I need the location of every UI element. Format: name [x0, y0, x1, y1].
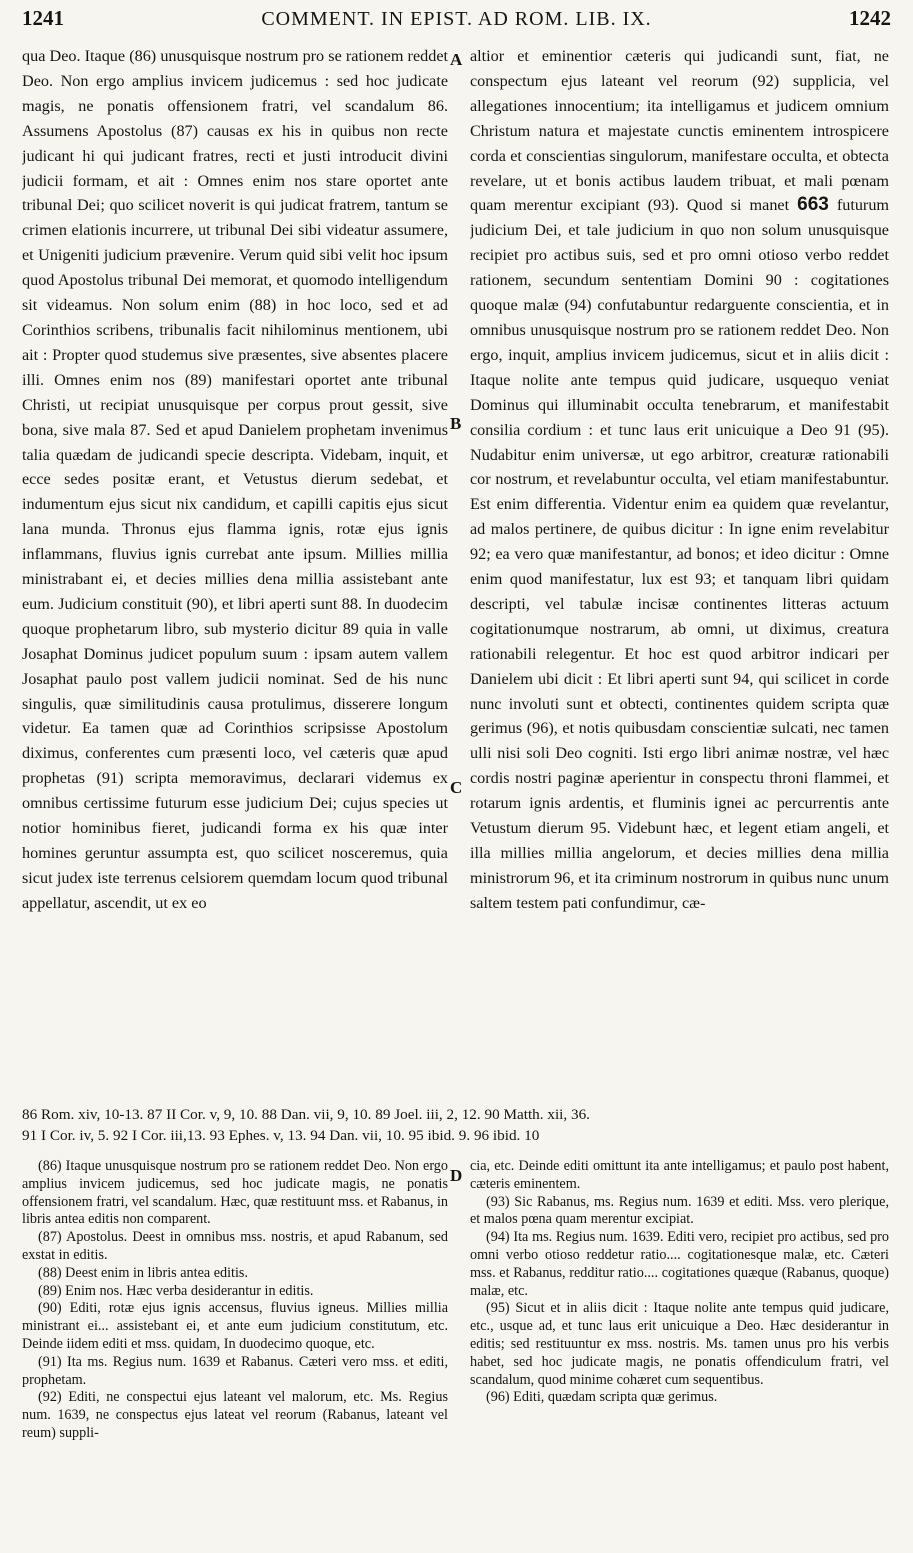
left-column-text: qua Deo. Itaque (86) unusquisque nostrum pro se rationem reddet Deo. Non ergo amplius invicem judicemus : sed hoc judicate magis, ne ponatis offensionem fratri, vel scandalum 86. Assumens Apostolus (87) causas ex his in quibus non recte judicant hi qui judicant fratres, recti et justi introducit divini judicii formam, et ait : Omnes enim nos stare oportet ante tribunal Dei; quo scilicet noverit is qui judicat fratrem, tantum se crimen elationis incurrere, ut tribunal Dei sibi videatur assumere, et Unigeniti judicium prævenire. Verum quid sibi velit hoc ipsum quod Apostolus tribunal Dei memorat, et quomodo intelligendum sit videamus. Non solum enim (88) in hoc loco, sed et ad Corinthios scribens, tribunalis facit nihilominus mentionem, ubi ait : Propter quod studemus sive præsentes, sive absentes placere illi. Omnes enim nos (89) manifestari oportet ante tribunal Christi, ut recipiat unusquisque per corpus prout gessit, sive bona, sive mala 87. Sed et apud Danielem prophetam invenimus talia quædam de judicandi specie descripta. Videbam, inquit, et ecce sedes positæ erant, et Vetustus dierum sedebat, et indumentum ejus sicut nix candidum, et capilli capitis ejus sicut lana munda. Thronus ejus flamma ignis, rotæ ejus ignis inflammans, fluvius ignis currebat ante ipsum. Millies millia ministrabant ei, et decies millies dena millia assistebant ante eum. Judicium constituit (90), et libri aperti sunt 88. In duodecim quoque prophetarum libro, sub mysterio dicitur 89 quia in valle Josaphat Dominus judicet populum suum : ipsam autem vallem Josaphat paulo post vallem judicii nominat. Sed de his nunc singulis, quæ similitudinis causa protulimus, disserere longum videtur. Ea tamen quæ ad Corinthios scripsisse Apostolum diximus, conferentes cum præsenti loco, vel cæteris quæ apud prophetas (91) scripta memoravimus, declarari videmus ex omnibus certissime futurum esse judicium Dei; cujus species ut notior hominibus fieret, judicandi forma ex his quæ inter homines geruntur assumpta est, quo scilicet nosceremus, quia sicut judex iste terrenus celsiorem quemdam locum quod tribunal appellatur, ascendit, ut ex eo: [22, 47, 448, 912]
note: (88) Deest enim in libris antea editis.: [38, 1264, 248, 1281]
running-header: [22, 6, 891, 34]
left-column: [22, 44, 448, 1094]
note: cia, etc. Deinde editi omittunt ita ante intelligamus; et paulo post habent, cæteris eminentem.: [470, 1158, 889, 1192]
scripture-line-1: 86 Rom. xiv, 10-13. 87 II Cor. v, 9, 10. 88 Dan. vii, 9, 10. 89 Joel. iii, 2, 12. 90 Matth. xii, 36.: [22, 1106, 590, 1123]
margin-mark-d: D: [450, 1166, 463, 1185]
margin-mark-b: B: [450, 414, 462, 433]
note: (92) Editi, ne conspectui ejus lateant vel malorum, etc. Ms. Regius num. 1639, ne conspectus ejus lateat vel reorum (Rabanus, lateant vel reum) suppli-: [22, 1389, 448, 1441]
note: (87) Apostolus. Deest in omnibus mss. nostris, et apud Rabanum, sed exstat in editis.: [22, 1229, 448, 1263]
scripture-references: [22, 1104, 889, 1146]
note: (96) Editi, quædam scripta quæ gerimus.: [486, 1389, 718, 1406]
margin-mark-a: A: [450, 50, 463, 69]
right-column-text-b: futurum judicium Dei, et tale judicium in quo non solum unusquisque recipiet pro actibus suis, sed et pro omni otioso verbo reddet rationem, secundum sententiam Domini 90 : cogitationes quoque malæ (94) confutabuntur redarguente conscientia, et in omnibus unusquisque nostrum pro se rationem reddet Deo. Non ergo, inquit, amplius invicem judicemus, sicut et in aliis dicit : Itaque nolite ante tempus quid judicare, usquequo veniat Dominus qui illuminabit occulta tenebrarum, et manifestabit consilia cordium : et tunc laus erit unicuique a Deo 91 (95). Nudabitur enim universæ, ut ego arbitror, creaturæ rationabili cor nostrum, et revelabuntur occulta, vel etiam manifestabuntur. Est enim differentia. Videntur enim ea quidem quæ revelantur, ad malos pertinere, de quibus dicitur : In igne enim revelabitur 92; ea vero quæ manifestantur, ad bonos; et ideo dicitur : Omne enim quod manifestatur, lux est 93; et tanquam libri quidam descripti, vel tabulæ incisæ continentes litteras actuum cogitationumque nostrarum, ab omni, ut diximus, creatura rationabili relegentur. Et hoc est quod arbitror indicari per Danielem ubi dicit : Et libri aperti sunt 94, qui scilicet in corde nunc involuti sunt et obtecti, continentes quidem scripta quæ gerimus (96), et notis quibusdam conscientiæ sulcati, nec tamen ulli nisi soli Deo cogniti. Isti ergo libri animæ nostræ, vel hæc cordis nostri paginæ aperientur in conspectu throni flammei, et rotarum ignis ardentis, et fluminis ignei ac percurrentis ante Vetustum dierum 95. Videbunt hæc, et legent etiam angeli, et illa millies millia angelorum, et decies millies dena millia ministrorum 96, et ita criminum nostrorum in quibus nunc unum saltem testem pati confundimur, cæ-: [470, 196, 889, 912]
margin-mark-c: C: [450, 778, 463, 797]
notes-right-column: [470, 1158, 889, 1538]
note: (90) Editi, rotæ ejus ignis accensus, fluvius igneus. Millies millia ministrant ei... assistebant ei, et ante eum judicium constitutum, etc. Deinde iidem editi et mss. quidam, In duodecimo quoque, etc.: [22, 1300, 448, 1352]
note: (94) Ita ms. Regius num. 1639. Editi vero, recipiet pro actibus, sed pro omni verbo otioso reddetur ratio.... cogitationesque malæ, etc. Cæteri mss. et Rabanus, redditur ratio.... cogitationes quæque (Rabanus, quoque) malæ, etc.: [470, 1229, 889, 1299]
note: (89) Enim nos. Hæc verba desiderantur in editis.: [38, 1282, 314, 1299]
right-column-text-a: altior et eminentior cæteris qui judicandi sunt, fiat, ne conspectum ejus lateant vel reorum (92) supplicia, vel allegationes innocentium; ita intelligamus et judicem omnium Christum natura et majestate cunctis eminentem introspicere corda et conscientias singulorum, manifestare occulta, et obtecta revelare, ut et bonis actibus laudem tribuat, et mali pœnam quam merentur excipiant (93). Quod si manet: [470, 47, 889, 215]
column-number: 663: [797, 194, 829, 216]
note: (86) Itaque unusquisque nostrum pro se rationem reddet Deo. Non ergo amplius invicem judicemus, sed hoc judicate magis, ne ponatis offensionem fratri, vel scandalum. Hæc, quæ restituunt mss. et Rabanus, in libris antea editis non comparent.: [22, 1158, 448, 1228]
main-text: [22, 44, 889, 1094]
note: (91) Ita ms. Regius num. 1639 et Rabanus. Cæteri vero mss. et editi, prophetam.: [22, 1353, 448, 1388]
right-page-number: 1242: [849, 6, 891, 30]
running-title: COMMENT. IN EPIST. AD ROM. LIB. IX.: [261, 8, 652, 30]
notes-left-column: [22, 1158, 448, 1538]
note: (93) Sic Rabanus, ms. Regius num. 1639 et editi. Mss. vero plerique, et malos pœna quam merentur excipiat.: [470, 1193, 889, 1228]
right-column-text: [470, 44, 889, 916]
right-column: [470, 44, 889, 1094]
note: (95) Sicut et in aliis dicit : Itaque nolite ante tempus quid judicare, etc., usque ad, et tunc laus erit unicuique a Deo. Hæc desiderantur in editis; sed restituuntur ex mss. nostris. Ms. tamen unus pro his verbis habet, sed hoc judicate magis, ne ponatis offendiculum fratri, vel scandalum, quod minime cohæret cum sequentibus.: [470, 1300, 889, 1388]
scripture-line-2: 91 I Cor. iv, 5. 92 I Cor. iii,13. 93 Ephes. v, 13. 94 Dan. vii, 10. 95 ibid. 9. 96 ibid. 10: [22, 1127, 540, 1144]
critical-notes: [22, 1158, 889, 1538]
left-page-number: 1241: [22, 6, 64, 30]
